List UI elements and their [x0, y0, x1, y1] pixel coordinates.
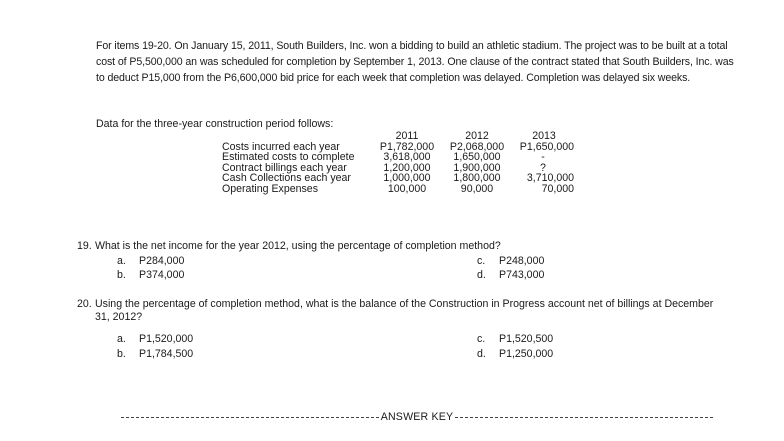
option-text: P1,784,500 [139, 348, 194, 360]
option-19c [477, 255, 544, 267]
option-text: P248,000 [499, 255, 545, 267]
option-letter: b. [117, 348, 126, 360]
cell: 1,000,000 [383, 172, 431, 184]
option-text: P284,000 [139, 255, 185, 267]
table-row [222, 173, 576, 184]
question-text-line2: 31, 2012? [95, 311, 143, 323]
answer-key-label: ANSWER KEY [380, 411, 454, 423]
option-text: P1,250,000 [499, 348, 554, 360]
option-19b [117, 269, 184, 281]
option-19d [477, 269, 544, 281]
divider-line [455, 417, 713, 418]
option-20d [477, 348, 553, 360]
option-text: P743,000 [499, 269, 545, 281]
question-text: What is the net income for the year 2012, using the percentage of completion method? [95, 240, 501, 252]
year-header: 2011 [395, 130, 419, 142]
question-number: 20. [77, 298, 92, 310]
answer-key-divider [121, 411, 713, 423]
cell: 100,000 [387, 182, 427, 195]
table-row [222, 152, 576, 163]
cell: P1,782,000 [379, 140, 435, 153]
cell: P2,068,000 [449, 140, 505, 153]
cell: P1,650,000 [519, 140, 574, 153]
option-20c [477, 333, 553, 345]
cell: 1,800,000 [453, 172, 501, 184]
option-20b [117, 348, 193, 360]
cell: 3,710,000 [526, 172, 574, 184]
cell: 1,200,000 [383, 161, 431, 174]
intro-paragraph: For items 19-20. On January 15, 2011, South Builders, Inc. won a bidding to build an athletic stadium. The project was to be built at a total cost of P5,500,000 an was scheduled for completion by September 1, 2013. One clause of the contract stated that South Builders, Inc. was to deduct P15,000 from the P6,600,000 bid price for each week that completion was delayed. Completion was delayed six weeks. [96, 40, 734, 84]
year-header: 2013 [532, 130, 556, 142]
cell: 90,000 [460, 182, 494, 195]
cell: 1,650,000 [453, 151, 501, 163]
row-label: Estimated costs to complete [222, 151, 355, 163]
option-letter: c. [477, 255, 486, 267]
option-letter: c. [477, 333, 486, 345]
cell: - [541, 151, 545, 163]
cell: 1,900,000 [453, 161, 501, 174]
divider-line [121, 417, 379, 418]
option-letter: a. [117, 333, 126, 345]
row-label: Costs incurred each year [222, 140, 340, 153]
table-header-row [222, 131, 576, 142]
table-row [222, 184, 576, 195]
cell: 3,618,000 [383, 151, 431, 163]
problem-intro [96, 38, 736, 86]
question-text-line1: Using the percentage of completion method, what is the balance of the Construction in Progress account net of billings at December [95, 298, 714, 310]
year-header: 2012 [465, 130, 489, 142]
row-label: Operating Expenses [222, 182, 318, 195]
option-20a [117, 333, 193, 345]
option-text: P374,000 [139, 269, 185, 281]
cell: ? [540, 161, 546, 174]
option-letter: d. [477, 348, 486, 360]
option-text: P1,520,500 [499, 333, 554, 345]
row-label: Contract billings each year [222, 161, 347, 174]
row-label: Cash Collections each year [222, 172, 351, 184]
question-19 [77, 240, 501, 253]
construction-data-table [222, 131, 576, 194]
table-intro: Data for the three-year construction period follows: [96, 118, 334, 130]
question-20 [77, 298, 737, 324]
option-text: P1,520,000 [139, 333, 194, 345]
question-number: 19. [77, 240, 92, 252]
option-19a [117, 255, 184, 267]
option-letter: b. [117, 269, 126, 281]
option-letter: a. [117, 255, 126, 267]
cell: 70,000 [541, 182, 574, 195]
option-letter: d. [477, 269, 486, 281]
